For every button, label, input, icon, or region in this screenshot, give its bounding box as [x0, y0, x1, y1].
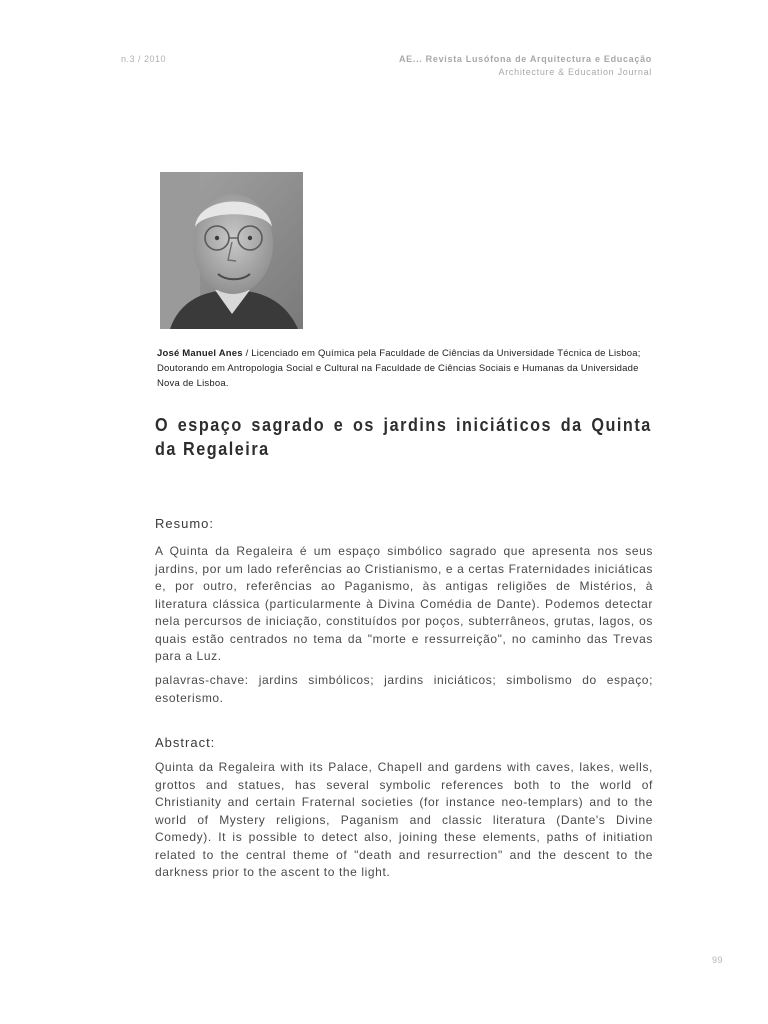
abstract-heading: Abstract:: [155, 735, 216, 750]
journal-title-pt: AE... Revista Lusófona de Arquitectura e Educação: [398, 54, 652, 64]
author-portrait-image: [160, 172, 303, 329]
author-bio: [157, 346, 649, 391]
author-photo: [160, 172, 303, 329]
author-name: José Manuel Anes: [157, 348, 243, 359]
page-number: 99: [712, 955, 724, 965]
abstract-text: Quinta da Regaleira with its Palace, Chapell and gardens with caves, lakes, wells, grottos and statues, has several symbolic references both to the world of Christianity and certain Fraternal societies (for instance neo-templars) and to the world of Mystery religions, Paganism and classic literatura (Dante's Divine Comedy). It is possible to detect also, joining these elements, paths of initiation related to the central theme of "death and resurrection" and the descent to the darkness prior to the ascent to the light.: [155, 760, 653, 879]
journal-title-en: Architecture & Education Journal: [498, 67, 652, 77]
article-title: O espaço sagrado e os jardins iniciáticos da Quinta da Regaleira: [155, 415, 652, 459]
author-separator: /: [242, 348, 252, 359]
issue-number: n.3 / 2010: [121, 54, 167, 64]
author-bio-text: Licenciado em Química pela Faculdade de Ciências da Universidade Técnica de Lisboa; Doutorando em Antropologia Social e Cultural na Faculdade de Ciências Sociais e Humanas da Universidade Nova de Lisboa.: [157, 348, 641, 389]
resumo-heading: Resumo:: [155, 516, 215, 531]
journal-header: [399, 53, 652, 79]
resumo-text: A Quinta da Regaleira é um espaço simbólico sagrado que apresenta nos seus jardins, por um lado referências ao Cristianismo, e a certas Fraternidades iniciáticas e, por outro, referências ao Paganismo, às antigas religiões de Mistérios, à literatura clássica (particularmente à Divina Comédia de Dante). Podemos detectar nela percursos de iniciação, constituídos por poços, subterrâneos, grutas, lagos, os quais estão centrados no tema da "morte e ressurreição", no caminho das Trevas para a Luz.: [155, 544, 653, 663]
keywords: palavras-chave: jardins simbólicos; jardins iniciáticos; simbolismo do espaço; esoterismo.: [155, 673, 653, 705]
